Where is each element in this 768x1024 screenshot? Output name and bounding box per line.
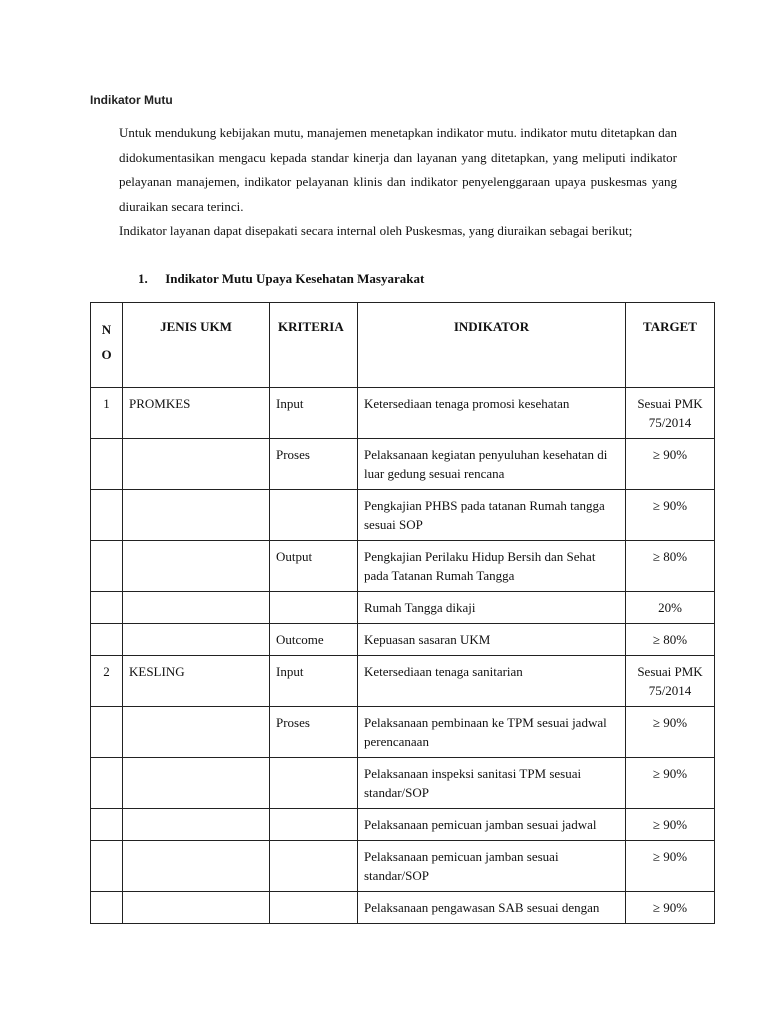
cell-no: 1 [91, 388, 123, 439]
header-kriteria: KRITERIA [270, 303, 358, 388]
cell-jenis: PROMKES [123, 388, 270, 439]
cell-kriteria: Outcome [270, 624, 358, 656]
cell-indikator: Ketersediaan tenaga sanitarian [358, 656, 626, 707]
cell-kriteria [270, 592, 358, 624]
cell-no [91, 892, 123, 924]
cell-kriteria: Input [270, 656, 358, 707]
cell-indikator: Pelaksanaan kegiatan penyuluhan kesehatan di luar gedung sesuai rencana [358, 439, 626, 490]
cell-no [91, 758, 123, 809]
cell-jenis [123, 541, 270, 592]
indicator-table [90, 302, 715, 924]
cell-jenis [123, 624, 270, 656]
cell-target: ≥ 90% [626, 707, 715, 758]
cell-jenis [123, 592, 270, 624]
cell-indikator: Pelaksanaan pengawasan SAB sesuai dengan [358, 892, 626, 924]
table-row [91, 656, 715, 707]
cell-indikator: Pengkajian Perilaku Hidup Bersih dan Sehat pada Tatanan Rumah Tangga [358, 541, 626, 592]
cell-jenis [123, 892, 270, 924]
table-header-row [91, 303, 715, 388]
header-jenis-ukm: JENIS UKM [123, 303, 270, 388]
section-title-text: Indikator Mutu Upaya Kesehatan Masyarakat [165, 271, 425, 286]
cell-target: ≥ 90% [626, 841, 715, 892]
cell-jenis [123, 758, 270, 809]
cell-indikator: Pelaksanaan pemicuan jamban sesuai standar/SOP [358, 841, 626, 892]
cell-indikator: Pelaksanaan pemicuan jamban sesuai jadwal [358, 809, 626, 841]
cell-indikator: Kepuasan sasaran UKM [358, 624, 626, 656]
header-target: TARGET [626, 303, 715, 388]
cell-kriteria [270, 892, 358, 924]
cell-kriteria [270, 758, 358, 809]
cell-no [91, 809, 123, 841]
table-row [91, 592, 715, 624]
intro-paragraph: Untuk mendukung kebijakan mutu, manajemen menetapkan indikator mutu. indikator mutu ditetapkan dan didokumentasikan mengacu kepada standar kinerja dan layanan yang ditetapkan, yang meliputi indikator pelayanan manajemen, indikator pelayanan klinis dan indikator penyelenggaraan upaya puskesmas yang diuraikan secara terinci. [119, 125, 677, 214]
cell-target: Sesuai PMK 75/2014 [626, 388, 715, 439]
table-row [91, 809, 715, 841]
cell-indikator: Ketersediaan tenaga promosi kesehatan [358, 388, 626, 439]
cell-no [91, 707, 123, 758]
cell-jenis [123, 809, 270, 841]
cell-target: ≥ 90% [626, 809, 715, 841]
cell-jenis [123, 707, 270, 758]
cell-jenis: KESLING [123, 656, 270, 707]
cell-indikator: Pelaksanaan inspeksi sanitasi TPM sesuai standar/SOP [358, 758, 626, 809]
cell-indikator: Pengkajian PHBS pada tatanan Rumah tangga sesuai SOP [358, 490, 626, 541]
cell-no [91, 541, 123, 592]
table-row [91, 841, 715, 892]
cell-target: ≥ 80% [626, 541, 715, 592]
document-heading: Indikator Mutu [90, 93, 173, 107]
cell-indikator: Rumah Tangga dikaji [358, 592, 626, 624]
table-row [91, 624, 715, 656]
table-row [91, 388, 715, 439]
cell-kriteria [270, 490, 358, 541]
cell-kriteria: Proses [270, 439, 358, 490]
cell-no: 2 [91, 656, 123, 707]
cell-target: ≥ 80% [626, 624, 715, 656]
cell-kriteria: Proses [270, 707, 358, 758]
table-row [91, 892, 715, 924]
cell-target: Sesuai PMK 75/2014 [626, 656, 715, 707]
header-indikator: INDIKATOR [358, 303, 626, 388]
cell-no [91, 592, 123, 624]
cell-jenis [123, 490, 270, 541]
cell-target: ≥ 90% [626, 892, 715, 924]
cell-no [91, 490, 123, 541]
table-row [91, 490, 715, 541]
cell-jenis [123, 841, 270, 892]
cell-target: ≥ 90% [626, 490, 715, 541]
intro-paragraph-2: Indikator layanan dapat disepakati secara internal oleh Puskesmas, yang diuraikan sebagai berikut; [119, 223, 633, 238]
table-row [91, 707, 715, 758]
cell-kriteria [270, 809, 358, 841]
cell-target: ≥ 90% [626, 758, 715, 809]
header-no: N O [91, 303, 123, 388]
table-row [91, 541, 715, 592]
cell-no [91, 841, 123, 892]
cell-kriteria: Input [270, 388, 358, 439]
cell-indikator: Pelaksanaan pembinaan ke TPM sesuai jadwal perencanaan [358, 707, 626, 758]
cell-target: 20% [626, 592, 715, 624]
cell-jenis [123, 439, 270, 490]
table-row [91, 758, 715, 809]
table-row [91, 439, 715, 490]
cell-no [91, 439, 123, 490]
cell-kriteria [270, 841, 358, 892]
cell-kriteria: Output [270, 541, 358, 592]
cell-no [91, 624, 123, 656]
cell-target: ≥ 90% [626, 439, 715, 490]
section-title [138, 271, 424, 287]
section-number: 1. [138, 271, 148, 286]
